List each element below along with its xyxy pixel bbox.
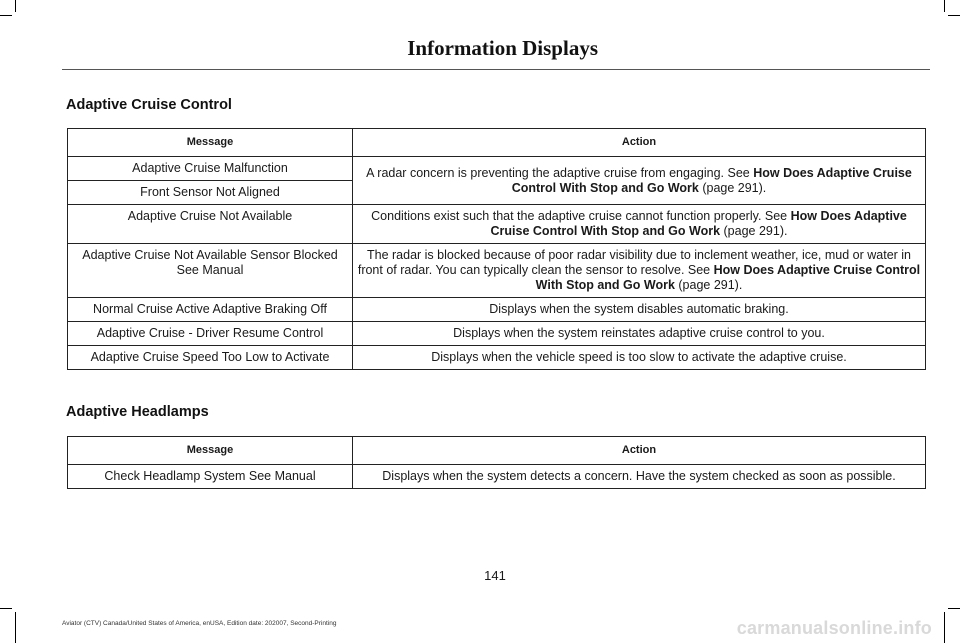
action-cell [353,205,926,244]
cross-reference-link[interactable]: How Does Adaptive Cruise Control With Stop and Go Work [511,165,912,195]
adaptive-cruise-control-table [67,128,926,370]
message-cell: Adaptive Cruise Malfunction [68,157,353,181]
table-header-row [68,437,926,465]
crop-mark [0,608,12,609]
action-cell: Displays when the system detects a concern. Have the system checked as soon as possible. [353,465,926,489]
action-text: A radar concern is preventing the adaptive cruise from engaging. See [366,165,754,180]
crop-mark [948,608,960,609]
message-cell: Adaptive Cruise Not Available [68,205,353,244]
page-number: 141 [484,568,506,583]
table-row [68,346,926,370]
message-cell: Front Sensor Not Aligned [68,181,353,205]
watermark: carmanualsonline.info [736,618,932,638]
action-text: The radar is blocked because of poor radar visibility due to inclement weather, ice, mud or water in front of radar. You can typically clean the sensor to resolve. See [357,248,912,277]
table-row [68,298,926,322]
action-cell: Displays when the system disables automatic braking. [353,298,926,322]
crop-mark [15,0,16,12]
table-row [68,465,926,489]
action-cell: Displays when the vehicle speed is too slow to activate the adaptive cruise. [353,346,926,370]
table-row [68,244,926,298]
cross-reference-link[interactable]: How Does Adaptive Cruise Control With Stop and Go Work [490,209,907,238]
action-cell [353,244,926,298]
crop-mark [948,15,960,16]
table-header-row [68,129,926,157]
column-header-action: Action [353,437,926,465]
table-row [68,157,926,181]
crop-mark [15,612,16,643]
adaptive-headlamps-table [67,436,926,489]
header-divider [62,69,930,70]
message-cell: Check Headlamp System See Manual [68,465,353,489]
crop-mark [944,0,945,12]
column-header-action: Action [353,129,926,157]
crop-mark [944,612,945,643]
page-reference: (page 291). [720,224,788,238]
cross-reference-link[interactable]: How Does Adaptive Cruise Control With Stop and Go Work [535,263,921,292]
page-reference: (page 291). [698,180,767,195]
action-cell [353,157,926,205]
message-cell: Adaptive Cruise - Driver Resume Control [68,322,353,346]
column-header-message: Message [68,129,353,157]
table-row [68,205,926,244]
section-title-adaptive-cruise-control: Adaptive Cruise Control [66,97,232,113]
message-cell: Adaptive Cruise Speed Too Low to Activate [68,346,353,370]
crop-mark [0,15,12,16]
action-cell: Displays when the system reinstates adaptive cruise control to you. [353,322,926,346]
table-row [68,322,926,346]
column-header-message: Message [68,437,353,465]
message-cell: Normal Cruise Active Adaptive Braking Off [68,298,353,322]
page-header-title: Information Displays [407,36,598,60]
message-cell: Adaptive Cruise Not Available Sensor Blocked See Manual [68,244,353,298]
action-text: Conditions exist such that the adaptive cruise cannot function properly. See [371,209,791,223]
footer-edition-text: Aviator (CTV) Canada/United States of America, enUSA, Edition date: 202007, Second-Printing [62,620,337,627]
page-reference: (page 291). [674,278,743,292]
section-title-adaptive-headlamps: Adaptive Headlamps [66,404,209,420]
